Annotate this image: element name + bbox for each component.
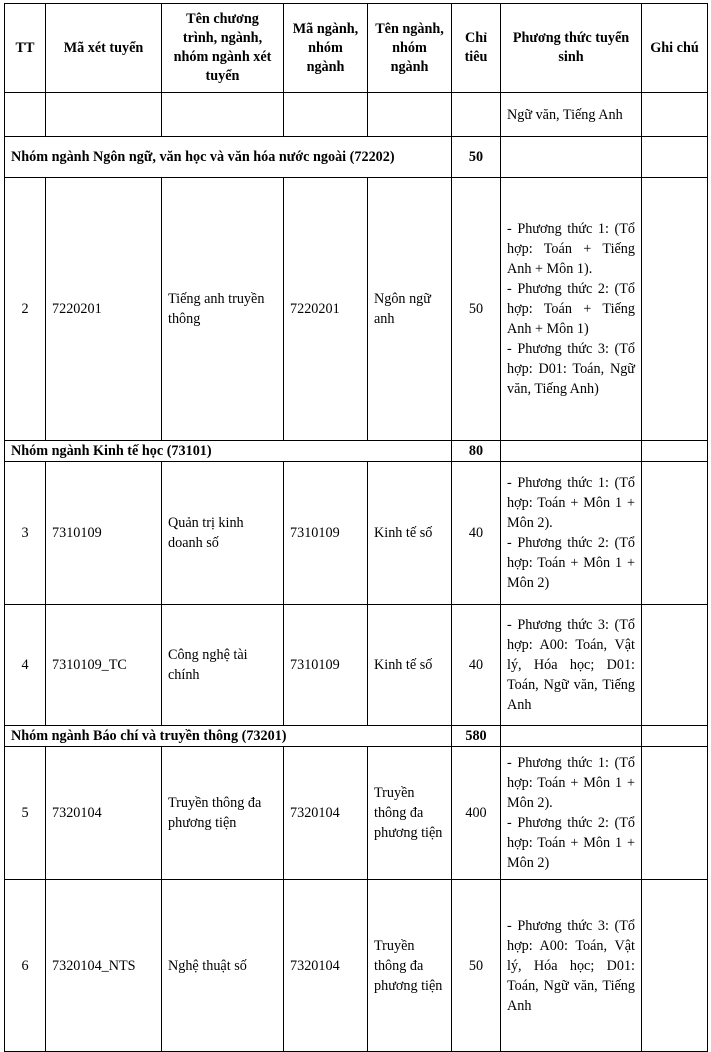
header-chi-tieu: Chỉ tiêu: [452, 4, 501, 93]
group-quota: 80: [452, 441, 501, 462]
group-row: [5, 726, 708, 747]
header-ten-chuong-trinh: Tên chương trình, ngành, nhóm ngành xét tuyển: [162, 4, 284, 93]
cell-chi-tieu: 50: [452, 178, 501, 441]
cell-tt: 4: [5, 605, 46, 726]
table-row: [5, 605, 708, 726]
cell-ghi-chu: [642, 178, 708, 441]
group-row: [5, 137, 708, 178]
method-line: - Phương thức 3: (Tổ hợp: A00: Toán, Vật lý, Hóa học; D01: Toán, Ngữ văn, Tiếng Anh: [507, 917, 635, 1014]
cell-empty: [642, 441, 708, 462]
cell-empty: [642, 726, 708, 747]
cell-ma-xet-tuyen: 7320104_NTS: [46, 880, 162, 1052]
cell-ma-nganh: 7220201: [284, 178, 368, 441]
cell-ghi-chu: [642, 462, 708, 605]
table-row: [5, 462, 708, 605]
cell-ma-xet-tuyen: 7220201: [46, 178, 162, 441]
cell-ten-chuong-trinh: Tiếng anh truyền thông: [162, 178, 284, 441]
cell-empty: [284, 93, 368, 137]
method-line: - Phương thức 3: (Tổ hợp: A00: Toán, Vật lý, Hóa học; D01: Toán, Ngữ văn, Tiếng Anh: [507, 617, 635, 713]
admissions-table: [4, 3, 708, 1052]
header-ma-nganh: Mã ngành, nhóm ngành: [284, 4, 368, 93]
cell-chi-tieu: 40: [452, 462, 501, 605]
cell-ma-nganh: 7320104: [284, 747, 368, 880]
cell-phuong-thuc: [501, 747, 642, 880]
header-ghi-chu: Ghi chú: [642, 4, 708, 93]
group-quota: 580: [452, 726, 501, 747]
continuation-row: [5, 93, 708, 137]
cell-tt: 3: [5, 462, 46, 605]
cell-empty: [501, 726, 642, 747]
method-line: - Phương thức 2: (Tổ hợp: Toán + Môn 1 + Môn 2): [507, 815, 635, 871]
cell-ten-nganh: Ngôn ngữ anh: [368, 178, 452, 441]
cell-ma-xet-tuyen: 7320104: [46, 747, 162, 880]
cell-empty: [501, 441, 642, 462]
cell-phuong-thuc: [501, 462, 642, 605]
cell-empty: [5, 93, 46, 137]
cell-empty: [501, 137, 642, 178]
cell-tt: 2: [5, 178, 46, 441]
cell-ma-nganh: 7320104: [284, 880, 368, 1052]
method-line: - Phương thức 3: (Tổ hợp: D01: Toán, Ngữ văn, Tiếng Anh): [507, 341, 635, 397]
table-row: [5, 178, 708, 441]
cell-ten-chuong-trinh: Quản trị kinh doanh số: [162, 462, 284, 605]
method-line: - Phương thức 1: (Tổ hợp: Toán + Môn 1 + Môn 2).: [507, 755, 635, 811]
cell-phuong-thuc: [501, 178, 642, 441]
cell-chi-tieu: 400: [452, 747, 501, 880]
header-tt: TT: [5, 4, 46, 93]
cell-ten-nganh: Kinh tế số: [368, 462, 452, 605]
group-name: Nhóm ngành Báo chí và truyền thông (73201): [5, 726, 452, 747]
cell-ma-xet-tuyen: 7310109: [46, 462, 162, 605]
group-row: [5, 441, 708, 462]
group-name: Nhóm ngành Kinh tế học (73101): [5, 441, 452, 462]
group-quota: 50: [452, 137, 501, 178]
cell-tt: 5: [5, 747, 46, 880]
group-name: Nhóm ngành Ngôn ngữ, văn học và văn hóa nước ngoài (72202): [5, 137, 452, 178]
table-row: [5, 880, 708, 1052]
header-ten-nganh: Tên ngành, nhóm ngành: [368, 4, 452, 93]
cell-ten-nganh: Truyền thông đa phương tiện: [368, 747, 452, 880]
cell-empty: [452, 93, 501, 137]
continuation-phuong-thuc: Ngữ văn, Tiếng Anh: [501, 93, 642, 137]
cell-chi-tieu: 50: [452, 880, 501, 1052]
header-row: [5, 4, 708, 93]
cell-phuong-thuc: [501, 605, 642, 726]
cell-empty: [46, 93, 162, 137]
cell-empty: [368, 93, 452, 137]
cell-ma-xet-tuyen: 7310109_TC: [46, 605, 162, 726]
cell-tt: 6: [5, 880, 46, 1052]
method-line: - Phương thức 2: (Tổ hợp: Toán + Môn 1 + Môn 2): [507, 535, 635, 591]
header-ma-xet-tuyen: Mã xét tuyển: [46, 4, 162, 93]
cell-ten-nganh: Truyền thông đa phương tiện: [368, 880, 452, 1052]
header-phuong-thuc: Phương thức tuyển sinh: [501, 4, 642, 93]
method-line: - Phương thức 1: (Tổ hợp: Toán + Tiếng Anh + Môn 1).: [507, 221, 635, 277]
cell-ghi-chu: [642, 747, 708, 880]
method-line: - Phương thức 2: (Tổ hợp: Toán + Tiếng Anh + Môn 1): [507, 281, 635, 337]
cell-ghi-chu: [642, 605, 708, 726]
cell-ten-nganh: Kinh tế số: [368, 605, 452, 726]
cell-phuong-thuc: [501, 880, 642, 1052]
cell-empty: [642, 137, 708, 178]
cell-chi-tieu: 40: [452, 605, 501, 726]
cell-ma-nganh: 7310109: [284, 605, 368, 726]
cell-ten-chuong-trinh: Nghệ thuật số: [162, 880, 284, 1052]
cell-ghi-chu: [642, 880, 708, 1052]
cell-ten-chuong-trinh: Công nghệ tài chính: [162, 605, 284, 726]
table-row: [5, 747, 708, 880]
method-line: - Phương thức 1: (Tổ hợp: Toán + Môn 1 + Môn 2).: [507, 475, 635, 531]
cell-ma-nganh: 7310109: [284, 462, 368, 605]
cell-empty: [642, 93, 708, 137]
cell-empty: [162, 93, 284, 137]
cell-ten-chuong-trinh: Truyền thông đa phương tiện: [162, 747, 284, 880]
